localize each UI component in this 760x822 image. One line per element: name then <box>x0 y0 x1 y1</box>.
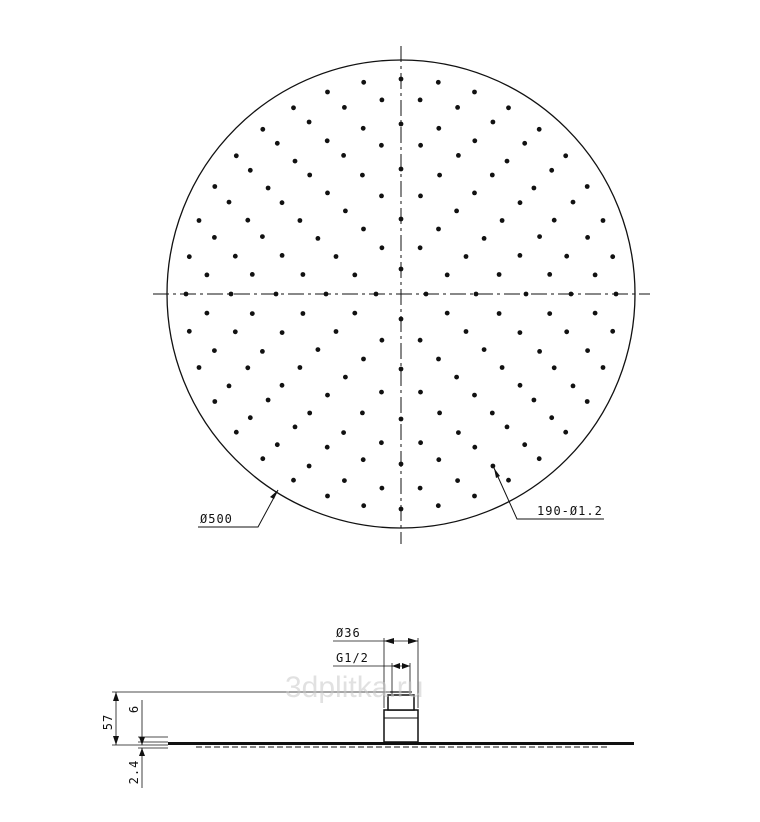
nozzle-hole <box>399 507 404 512</box>
nozzle-hole <box>436 80 441 85</box>
nozzle-hole <box>227 200 232 205</box>
thread-arrow-left <box>392 663 400 669</box>
nozzle-hole <box>490 411 495 416</box>
nozzle-hole <box>341 430 346 435</box>
nozzle-hole <box>585 235 590 240</box>
nozzle-hole <box>418 390 423 395</box>
thread-arrow-right <box>402 663 410 669</box>
thread-label: G1/2 <box>336 651 369 665</box>
nozzle-hole <box>260 127 265 132</box>
nozzle-hole <box>491 464 496 469</box>
nozzle-hole <box>360 173 365 178</box>
nozzle-hole <box>454 209 459 214</box>
nozzle-hole <box>399 267 404 272</box>
plate-thickness-label: 2.4 <box>127 759 141 785</box>
nozzle-hole <box>324 292 329 297</box>
nozzle-hole <box>352 311 357 316</box>
nozzle-hole <box>379 440 384 445</box>
nozzle-hole <box>564 254 569 259</box>
nozzle-hole <box>445 273 450 278</box>
nozzle-hole <box>301 272 306 277</box>
nozzle-hole <box>506 105 511 110</box>
nozzle-hole <box>464 329 469 334</box>
nozzle-hole <box>601 218 606 223</box>
nozzle-hole <box>248 168 253 173</box>
nozzle-hole <box>260 349 265 354</box>
nozzle-hole <box>280 383 285 388</box>
nozzle-hole <box>593 311 598 316</box>
nozzle-hole <box>537 349 542 354</box>
nozzle-hole <box>537 456 542 461</box>
nozzle-hole <box>482 236 487 241</box>
nozzle-hole <box>399 217 404 222</box>
nozzle-hole <box>325 494 330 499</box>
nozzle-hole <box>212 348 217 353</box>
nozzle-hole <box>505 159 510 164</box>
nozzle-hole <box>569 292 574 297</box>
nozzle-hole <box>436 126 441 131</box>
nozzle-hole <box>212 399 217 404</box>
nozzle-hole <box>361 126 366 131</box>
nozzle-hole <box>325 393 330 398</box>
nozzle-hole <box>563 430 568 435</box>
nozzle-hole <box>361 457 366 462</box>
nozzle-hole <box>436 457 441 462</box>
nozzle-hole <box>472 494 477 499</box>
nozzle-hole <box>352 273 357 278</box>
nozzle-hole <box>445 311 450 316</box>
nozzle-hole <box>610 329 615 334</box>
nozzle-hole <box>500 365 505 370</box>
nozzle-hole <box>524 292 529 297</box>
nozzle-hole <box>424 292 429 297</box>
nozzle-hole <box>274 292 279 297</box>
nozzle-hole <box>418 440 423 445</box>
nozzle-hole <box>418 143 423 148</box>
nozzle-hole <box>585 184 590 189</box>
nozzle-hole <box>418 338 423 343</box>
nozzle-hole <box>610 254 615 259</box>
nozzle-hole <box>342 105 347 110</box>
nozzle-hole <box>472 445 477 450</box>
nozzle-hole <box>307 411 312 416</box>
nozzle-hole <box>464 254 469 259</box>
nozzle-hole <box>266 398 271 403</box>
nozzle-hole <box>399 462 404 467</box>
nozzle-hole <box>571 384 576 389</box>
nozzle-hole <box>260 234 265 239</box>
connector-diameter-arrow-right <box>408 638 418 644</box>
nozzle-hole <box>334 329 339 334</box>
nozzle-hole <box>532 398 537 403</box>
nozzle-hole <box>266 186 271 191</box>
nozzle-hole <box>585 399 590 404</box>
nozzle-hole <box>307 173 312 178</box>
nozzle-hole <box>343 209 348 214</box>
nozzle-hole <box>497 272 502 277</box>
nozzle-hole <box>291 105 296 110</box>
nozzle-hole <box>245 365 250 370</box>
nozzle-hole <box>472 393 477 398</box>
nozzle-hole <box>549 168 554 173</box>
nozzle-hole <box>361 80 366 85</box>
nozzle-hole <box>505 425 510 430</box>
nozzle-hole <box>280 200 285 205</box>
connector-height-label: 6 <box>127 704 141 714</box>
nozzle-hole <box>298 218 303 223</box>
connector-diameter-label: Ø36 <box>336 626 361 640</box>
nozzle-hole <box>506 478 511 483</box>
plate-diameter-label: Ø500 <box>200 512 233 526</box>
holes-label: 190-Ø1.2 <box>537 504 603 518</box>
nozzle-hole <box>497 311 502 316</box>
nozzle-hole <box>472 138 477 143</box>
nozzle-hole <box>380 98 385 103</box>
nozzle-hole <box>380 338 385 343</box>
nozzle-hole <box>571 200 576 205</box>
nozzle-hole <box>342 478 347 483</box>
nozzle-hole <box>361 503 366 508</box>
nozzle-hole <box>399 317 404 322</box>
nozzle-hole <box>537 234 542 239</box>
nozzle-hole <box>472 191 477 196</box>
nozzle-hole <box>518 200 523 205</box>
nozzle-hole <box>418 194 423 199</box>
nozzle-hole <box>537 127 542 132</box>
nozzle-hole <box>436 503 441 508</box>
nozzle-hole <box>275 442 280 447</box>
nozzle-hole <box>614 292 619 297</box>
nozzle-hole <box>379 194 384 199</box>
nozzle-hole <box>552 218 557 223</box>
nozzle-hole <box>280 253 285 258</box>
nozzle-hole <box>482 347 487 352</box>
nozzle-hole <box>454 375 459 380</box>
plate-diameter-arrow <box>270 490 278 499</box>
nozzle-hole <box>229 292 234 297</box>
nozzle-hole <box>316 236 321 241</box>
nozzle-hole <box>399 417 404 422</box>
nozzle-hole <box>205 273 210 278</box>
nozzle-hole <box>187 329 192 334</box>
nozzle-hole <box>234 153 239 158</box>
nozzle-hole <box>522 442 527 447</box>
nozzle-hole <box>418 245 423 250</box>
nozzle-hole <box>472 90 477 95</box>
nozzle-hole <box>593 273 598 278</box>
nozzle-hole <box>293 425 298 430</box>
nozzle-hole <box>361 227 366 232</box>
watermark: 3dplitka.ru <box>285 671 424 704</box>
nozzle-hole <box>212 235 217 240</box>
nozzle-hole <box>380 486 385 491</box>
nozzle-hole <box>307 464 312 469</box>
nozzle-hole <box>205 311 210 316</box>
nozzle-hole <box>563 153 568 158</box>
nozzle-hole <box>325 90 330 95</box>
nozzle-hole <box>455 105 460 110</box>
nozzle-hole <box>601 365 606 370</box>
plate-thickness-arrow <box>139 748 145 756</box>
nozzle-hole <box>549 415 554 420</box>
nozzle-hole <box>455 478 460 483</box>
nozzle-hole <box>197 218 202 223</box>
nozzle-hole <box>245 218 250 223</box>
nozzle-hole <box>212 184 217 189</box>
nozzle-hole <box>227 384 232 389</box>
nozzle-hole <box>547 311 552 316</box>
nozzle-hole <box>418 98 423 103</box>
nozzle-hole <box>341 153 346 158</box>
nozzle-hole <box>456 430 461 435</box>
nozzle-hole <box>399 167 404 172</box>
nozzle-hole <box>233 329 238 334</box>
nozzle-hole <box>187 254 192 259</box>
nozzle-hole <box>184 292 189 297</box>
nozzle-hole <box>307 120 312 125</box>
nozzle-hole <box>399 367 404 372</box>
nozzle-hole <box>547 272 552 277</box>
nozzle-hole <box>552 365 557 370</box>
nozzle-hole <box>380 245 385 250</box>
nozzle-hole <box>456 153 461 158</box>
total-height-arrow-bottom <box>113 736 119 745</box>
nozzle-hole <box>234 430 239 435</box>
nozzle-hole <box>250 311 255 316</box>
nozzle-hole <box>360 411 365 416</box>
connector-diameter-arrow-left <box>384 638 394 644</box>
connector-height-arrow <box>139 737 145 745</box>
nozzle-hole <box>564 329 569 334</box>
total-height-arrow-top <box>113 692 119 701</box>
nozzle-hole <box>275 141 280 146</box>
nozzle-hole <box>233 254 238 259</box>
nozzle-hole <box>399 122 404 127</box>
nozzle-hole <box>418 486 423 491</box>
nozzle-hole <box>374 292 379 297</box>
top-view <box>153 46 650 544</box>
nozzle-hole <box>298 365 303 370</box>
nozzle-hole <box>334 254 339 259</box>
nozzle-hole <box>325 445 330 450</box>
nozzle-hole <box>260 456 265 461</box>
holes-arrow <box>494 468 500 478</box>
nozzle-hole <box>532 186 537 191</box>
nozzle-hole <box>343 375 348 380</box>
nozzle-hole <box>474 292 479 297</box>
nozzle-hole <box>518 383 523 388</box>
nozzle-hole <box>248 415 253 420</box>
nozzle-hole <box>518 330 523 335</box>
nozzle-hole <box>291 478 296 483</box>
nozzle-hole <box>436 357 441 362</box>
nozzle-hole <box>325 138 330 143</box>
nozzle-hole <box>491 120 496 125</box>
nozzle-hole <box>316 347 321 352</box>
nozzle-hole <box>301 311 306 316</box>
nozzle-hole <box>490 173 495 178</box>
nozzle-hole <box>518 253 523 258</box>
nozzle-hole <box>522 141 527 146</box>
nozzle-hole <box>437 411 442 416</box>
nozzle-hole <box>500 218 505 223</box>
nozzle-hole <box>361 357 366 362</box>
nozzle-hole <box>280 330 285 335</box>
nozzle-hole <box>379 143 384 148</box>
nozzle-hole <box>436 227 441 232</box>
nozzle-hole <box>250 272 255 277</box>
nozzle-hole <box>585 348 590 353</box>
connector-body <box>384 710 418 742</box>
nozzle-hole <box>197 365 202 370</box>
nozzle-hole <box>379 390 384 395</box>
nozzle-hole <box>399 77 404 82</box>
nozzle-hole <box>437 173 442 178</box>
total-height-label: 57 <box>101 713 115 731</box>
nozzle-hole <box>325 191 330 196</box>
side-view <box>101 626 634 788</box>
nozzle-hole <box>293 159 298 164</box>
